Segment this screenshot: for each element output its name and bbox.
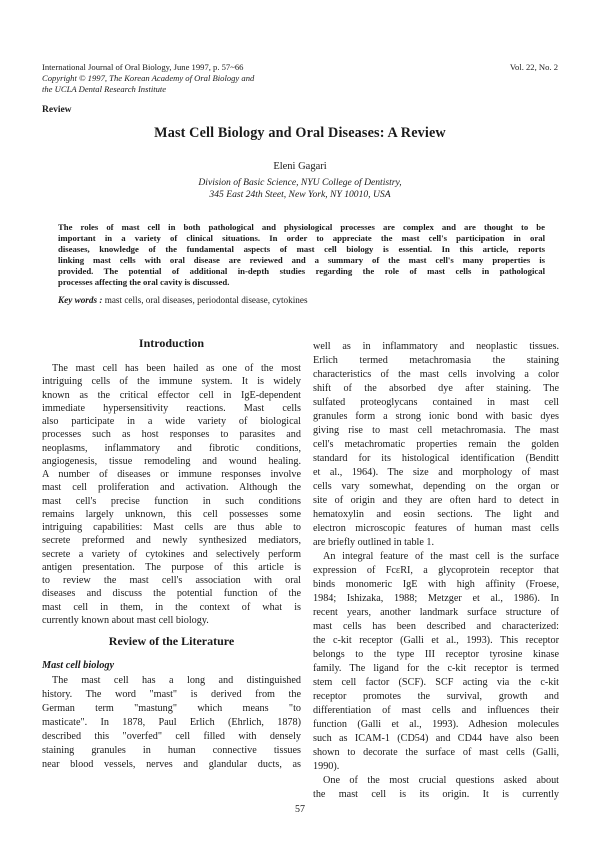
affiliation-line-2: 345 East 24th Steet, New York, NY 10010, USA (209, 189, 391, 200)
body-line: mast cell in them, in the context of what is (42, 601, 301, 613)
body-line: belongs to the type III receptor tyrosine kinase (313, 649, 559, 660)
author-name: Eleni Gagari (273, 161, 327, 172)
body-line: such as ICAM-1 (CD54) and CD44 have also been (313, 733, 559, 744)
affiliation (0, 177, 600, 201)
body-line: et al., 1964). The size and morphology of mast (313, 467, 559, 478)
journal-citation (42, 62, 254, 95)
body-line: immediate hypersensitivity reactions. Mast cells (42, 402, 301, 414)
body-line: mast cell's precise function in such conditions (42, 495, 301, 507)
body-line: secrete a variety of cytokines and selectively perform (42, 548, 301, 560)
body-line: shift of the absorbed dye after staining. The (313, 383, 559, 394)
introduction-heading: Introduction (138, 336, 205, 350)
affiliation-line-1: Division of Basic Science, NYU College of Dentistry, (198, 177, 402, 188)
abstract-line: processes affecting the oral cavity is discussed. (58, 277, 230, 287)
volume-number: Vol. 22, No. 2 (509, 62, 558, 72)
abstract-line: The roles of mast cell in both pathological and physiological processes are complex and are thought to be (58, 222, 545, 232)
body-line: recent years, another landmark surface structure of (313, 607, 559, 618)
body-line: masticate". In 1878, Paul Erlich (Ehrlich, 1878) (42, 717, 301, 728)
body-line: The mast cell has a long and distinguished (52, 675, 301, 686)
body-line: family. The ligand for the c-kit receptor is termed (313, 663, 559, 674)
body-line: expression of FcεRI, a glycoprotein receptor that (313, 565, 559, 576)
body-line: A number of diseases or immune responses involve (42, 469, 301, 481)
body-line: mast cells has been described and characterized: (313, 621, 559, 632)
body-line: cell's metachromatic properties remain the golden (313, 439, 559, 450)
body-line: also participate in a wide variety of biological (42, 416, 301, 427)
body-line: to review the mast cell's association with oral (42, 575, 301, 587)
page-number: 57 (295, 804, 305, 815)
body-line: remains largely unknown, this cell possesses some (42, 508, 301, 520)
body-line: processes such as host responses to parasites and (42, 429, 301, 441)
body-line: near blood vessels, nerves and glandular ducts, as (42, 759, 301, 770)
body-line: characteristics of the mast cells involving a color (313, 369, 559, 380)
body-line: 1990). (313, 761, 340, 772)
paper-title: Mast Cell Biology and Oral Diseases: A Review (154, 125, 446, 141)
body-line: are briefly outlined in table 1. (313, 537, 435, 548)
abstract-line: important in a variety of clinical situations. In order to appreciate the mast cell's participation in oral (58, 233, 545, 243)
body-line: intriguing cells of the immune system. It is widely (42, 376, 301, 388)
body-line: the c-kit receptor (Galli et al., 1993). This receptor (313, 635, 559, 646)
body-line: standard for its histological identification (Benditt (313, 453, 559, 464)
subsection-heading: Mast cell biology (42, 660, 115, 671)
body-line: shown to decorate the surface of mast cells (Galli, (313, 747, 559, 758)
body-line: hematoxylin and eosin sections. The light and (313, 509, 559, 520)
body-line: sulfated proteoglycans contained in mast cell (313, 397, 559, 408)
body-line: German term "mastung" which means "to (42, 703, 301, 714)
body-line: differentiation of mast cells and influences their (313, 705, 559, 716)
journal-line-3: the UCLA Dental Research Institute (42, 84, 167, 94)
body-line: antigen presentation. The purpose of this article is (42, 561, 301, 573)
body-line: Erlich termed metachromasia the staining (313, 355, 559, 366)
journal-line-2: Copyright © 1997, The Korean Academy of Oral Biology and (42, 73, 255, 83)
body-line: site of origin and they are often hard to detect in (313, 495, 559, 506)
body-line: intriguing capabilities: Mast cells are thus able to (42, 522, 301, 534)
body-line: binds monomeric IgE with high affinity (Froese, (313, 579, 559, 590)
keywords-list: mast cells, oral diseases, periodontal disease, cytokines (102, 295, 308, 305)
body-line: One of the most crucial questions asked about (323, 775, 559, 786)
literature-review-heading: Review of the Literature (108, 634, 235, 648)
body-line: mast cell proliferation and activation. Although the (42, 482, 301, 494)
body-line: granules form a strong ionic bond with basic dyes (313, 411, 559, 422)
body-line: the mast cell is its origin. It is currently (313, 789, 559, 800)
abstract-line: linking mast cells with oral disease are reviewed and a summary of the mast cell's many properties is (58, 255, 545, 265)
body-line: An integral feature of the mast cell is the surface (323, 551, 559, 562)
body-line: function (Galli et al., 1993). Adhesion molecules (313, 719, 559, 730)
body-line: diseases and discuss the potential function of the (42, 588, 301, 600)
keywords-label: Key words : (58, 295, 103, 305)
abstract-line: diseases, knowledge of the fundamental aspects of mast cell biology is essential. In this article, reports (58, 244, 545, 254)
body-line: 1984; Ishizaka, 1988; Metzger et al., 1986). In (313, 593, 559, 604)
journal-line-1: International Journal of Oral Biology, June 1997, p. 57~66 (42, 62, 244, 72)
body-line: stem cell factor (SCF). SCF acting via the c-kit (313, 677, 559, 688)
body-line: history. The word "mast" is derived from the (42, 689, 301, 700)
body-line: giving rise to mast cell metachromasia. The mast (313, 425, 559, 436)
body-line: angiogenesis, tissue remodeling and wound healing. (42, 455, 301, 467)
keywords (58, 295, 308, 305)
body-line: well as in inflammatory and neoplastic tissues. (313, 341, 559, 352)
section-type: Review (42, 105, 72, 115)
body-line: receptor promotes the survival, growth and (313, 691, 559, 702)
abstract-line: provided. The potential of additional in-depth studies regarding the role of mast cells in pathological (58, 266, 545, 276)
body-line: described this "overfed" cell filled with densely (42, 731, 301, 742)
body-line: electron microscopic features of human mast cells (313, 523, 559, 534)
body-line: known as the critical effector cell in IgE-dependent (42, 389, 301, 401)
body-line: The mast cell has been hailed as one of the most (52, 363, 301, 374)
body-line: staining granules in human connective tissues (42, 745, 301, 756)
body-line: secrete preformed and newly synthesized mediators, (42, 535, 301, 547)
body-line: currently known about mast cell biology. (42, 614, 209, 626)
body-line: neoplasms, inflammatory and fibrotic conditions, (42, 442, 301, 454)
body-line: cells vary somewhat, depending on the organ or (313, 481, 559, 492)
